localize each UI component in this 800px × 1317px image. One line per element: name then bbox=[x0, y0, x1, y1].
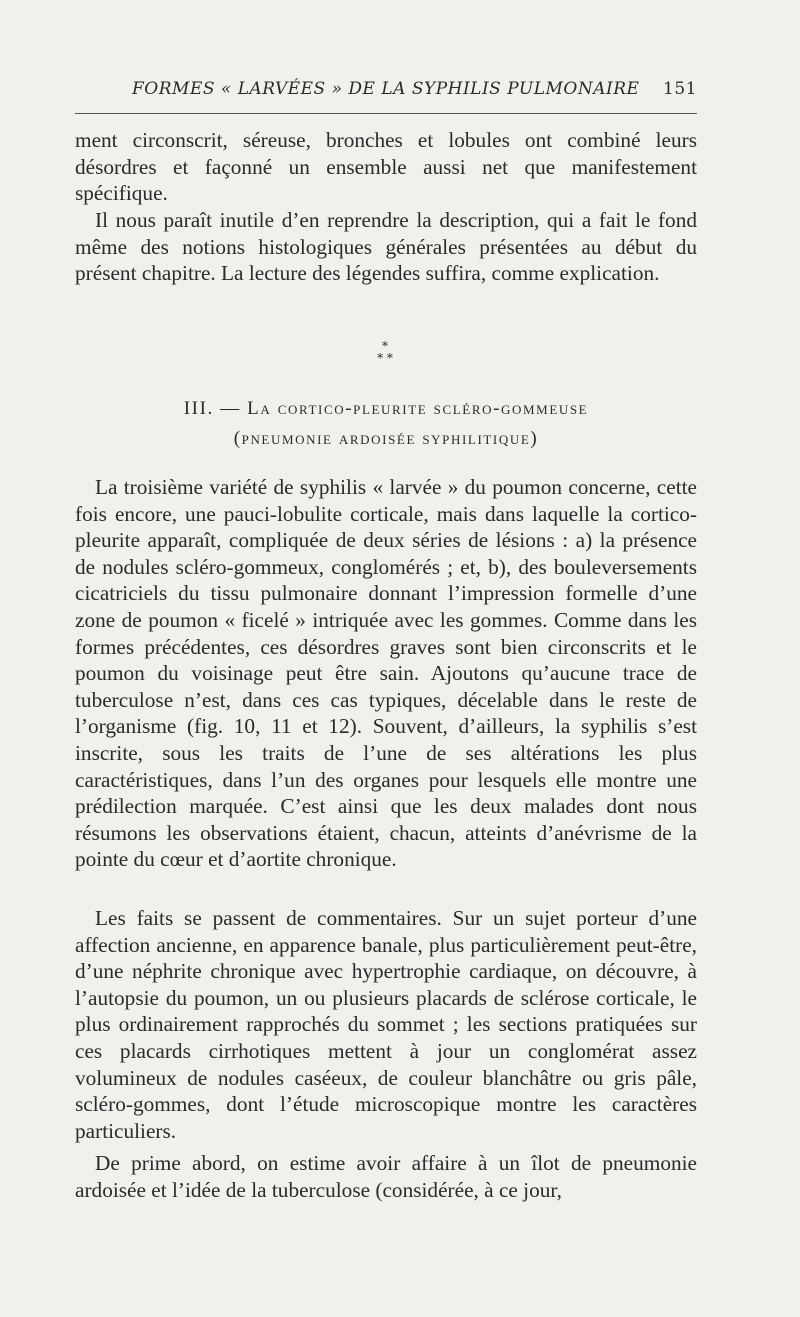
paragraph-4: Les faits se passent de commentaires. Sur un sujet porteur d’une affection ancienne, en apparence banale, plus particulièrement peut-être, d’une néphrite chronique avec hypertrophie cardiaque, on découvre, à l’autopsie du poumon, un ou plusieurs placards de sclérose corticale, le plus ordinairement rapprochés du sommet ; les sections pratiquées sur ces placards cirrhotiques mettent à jour un conglomérat assez volumineux de nodules caséeux, de couleur blanchâtre ou gris pâle, scléro-gommes, dont l’étude microscopique montre les caractères particuliers. bbox=[75, 906, 697, 1143]
running-header bbox=[75, 79, 697, 103]
section-subheading: (pneumonie ardoisée syphilitique) bbox=[233, 428, 539, 449]
paragraph-3: La troisième variété de syphilis « larvée » du poumon concerne, cette fois encore, une pauci-lobulite corticale, mais dans laquelle la cortico-pleurite apparaît, compliquée de deux séries de lésions : a) la présence de nodules scléro-gommeux, conglomérés ; et, b), des bouleversements cicatriciels du tissu pulmonaire donnant l’impression formelle d’une zone de poumon « ficelé » intriquée avec les gommes. Comme dans les formes précédentes, ces désordres graves sont bien circonscrits et le poumon du voisinage peut être sain. Ajoutons qu’aucune trace de tuberculose n’est, dans ces cas typiques, décelable dans le reste de l’organisme (fig. 10, 11 et 12). Souvent, d’ailleurs, la syphilis s’est inscrite, sous les traits de l’une de ses altérations les plus caractéristiques, dans l’un des organes pour lesquels elle montre une prédilection marquée. C’est ainsi que les deux malades dont nous résumons les observations étaient, chacun, atteints d’anévrisme de la pointe du cœur et d’aortite chronique. bbox=[75, 475, 697, 872]
star-bottom: * * bbox=[377, 351, 393, 365]
paragraph-2: Il nous paraît inutile d’en reprendre la description, qui a fait le fond même des notions histologiques générales présentées au début du présent chapitre. La lecture des légendes suffira, comme explication. bbox=[75, 208, 697, 286]
paragraph-1: ment circonscrit, séreuse, bronches et lobules ont combiné leurs désordres et façonné un ensemble aussi net que manifestement spécifique. bbox=[75, 128, 697, 206]
paragraph-5: De prime abord, on estime avoir affaire à un îlot de pneumonie ardoisée et l’idée de la tuberculose (considérée, à ce jour, bbox=[75, 1151, 697, 1202]
running-title: FORMES « LARVÉES » DE LA SYPHILIS PULMONAIRE bbox=[132, 79, 640, 99]
page-number: 151 bbox=[663, 79, 697, 99]
section-separator-stars bbox=[360, 340, 410, 364]
header-rule bbox=[75, 113, 697, 114]
section-heading: III. — La cortico-pleurite scléro-gommeuse bbox=[183, 398, 589, 419]
star-top: * bbox=[382, 339, 388, 353]
